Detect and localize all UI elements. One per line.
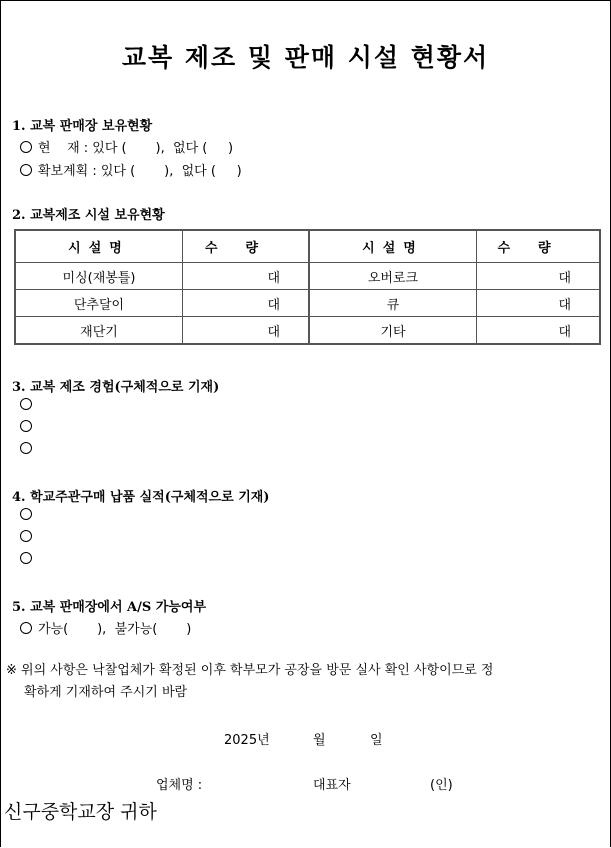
seal-mark: (인): [430, 778, 453, 793]
circle-bullet-icon: [20, 552, 32, 564]
facility-name-cell: 재단기: [15, 317, 183, 345]
section2-heading: 2. 교복제조 시설 보유현황: [12, 208, 165, 223]
table-row: [15, 317, 600, 345]
ceo-label: 대표자: [313, 778, 351, 793]
circle-bullet-icon: [20, 508, 32, 520]
section1-heading: 1. 교복 판매장 보유현황: [12, 119, 153, 134]
section4-entry: [20, 552, 38, 567]
column-header: 수량: [477, 230, 601, 263]
circle-bullet-icon: [20, 442, 32, 454]
notice-line2: 확하게 기재하여 주시기 바람: [24, 685, 188, 700]
facility-name-cell: 단추달이: [15, 290, 183, 317]
quantity-cell: 대: [477, 290, 601, 317]
company-name-label: 업체명 :: [156, 778, 203, 793]
quantity-cell: 대: [477, 317, 601, 345]
facility-name-cell: 오버로크: [309, 263, 477, 290]
section1-line1-text: 현 재 : 있다 ( ), 없다 ( ): [38, 141, 234, 156]
section4-heading: 4. 학교주관구매 납품 실적(구체적으로 기재): [12, 490, 270, 505]
circle-bullet-icon: [20, 420, 32, 432]
section4-entry: [20, 530, 38, 545]
section5-line1-text: 가능( ), 불가능( ): [38, 622, 192, 637]
date-day: 일: [370, 733, 383, 748]
circle-bullet-icon: [20, 398, 32, 410]
section1-line-plan: [20, 160, 242, 179]
column-header: 수량: [183, 230, 310, 263]
section3-entry: [20, 442, 38, 457]
table-header-row: [15, 230, 600, 263]
circle-bullet-icon: [20, 141, 32, 153]
facility-name-cell: 미싱(재봉틀): [15, 263, 183, 290]
column-header: 시설명: [309, 230, 477, 263]
section5-line: [20, 618, 191, 637]
section3-heading: 3. 교복 제조 경험(구체적으로 기재): [12, 380, 220, 395]
section3-entry: [20, 398, 38, 413]
addressee: 신구중학교장 귀하: [4, 801, 157, 823]
date-year: 2025년: [224, 733, 270, 748]
facility-table: [14, 229, 601, 345]
notice-text: [6, 660, 606, 704]
section3-entry: [20, 420, 38, 435]
notice-line1: ※ 위의 사항은 낙찰업체가 확정된 이후 학부모가 공장을 방문 실사 확인 사항이므로 정: [6, 663, 494, 678]
document-title: 교복 제조 및 판매 시설 현황서: [121, 43, 490, 72]
circle-bullet-icon: [20, 164, 32, 176]
facility-name-cell: 기타: [309, 317, 477, 345]
quantity-cell: 대: [183, 263, 310, 290]
section5-heading: 5. 교복 판매장에서 A/S 가능여부: [12, 600, 207, 615]
quantity-cell: 대: [477, 263, 601, 290]
date-month: 월: [313, 733, 326, 748]
quantity-cell: 대: [183, 317, 310, 345]
quantity-cell: 대: [183, 290, 310, 317]
circle-bullet-icon: [20, 530, 32, 542]
column-header: 시설명: [15, 230, 183, 263]
circle-bullet-icon: [20, 622, 32, 634]
table-row: [15, 290, 600, 317]
section1-line2-text: 확보계획 : 있다 ( ), 없다 ( ): [38, 164, 242, 179]
section4-entry: [20, 508, 38, 523]
facility-name-cell: 큐: [309, 290, 477, 317]
table-row: [15, 263, 600, 290]
section1-line-current: [20, 137, 233, 156]
